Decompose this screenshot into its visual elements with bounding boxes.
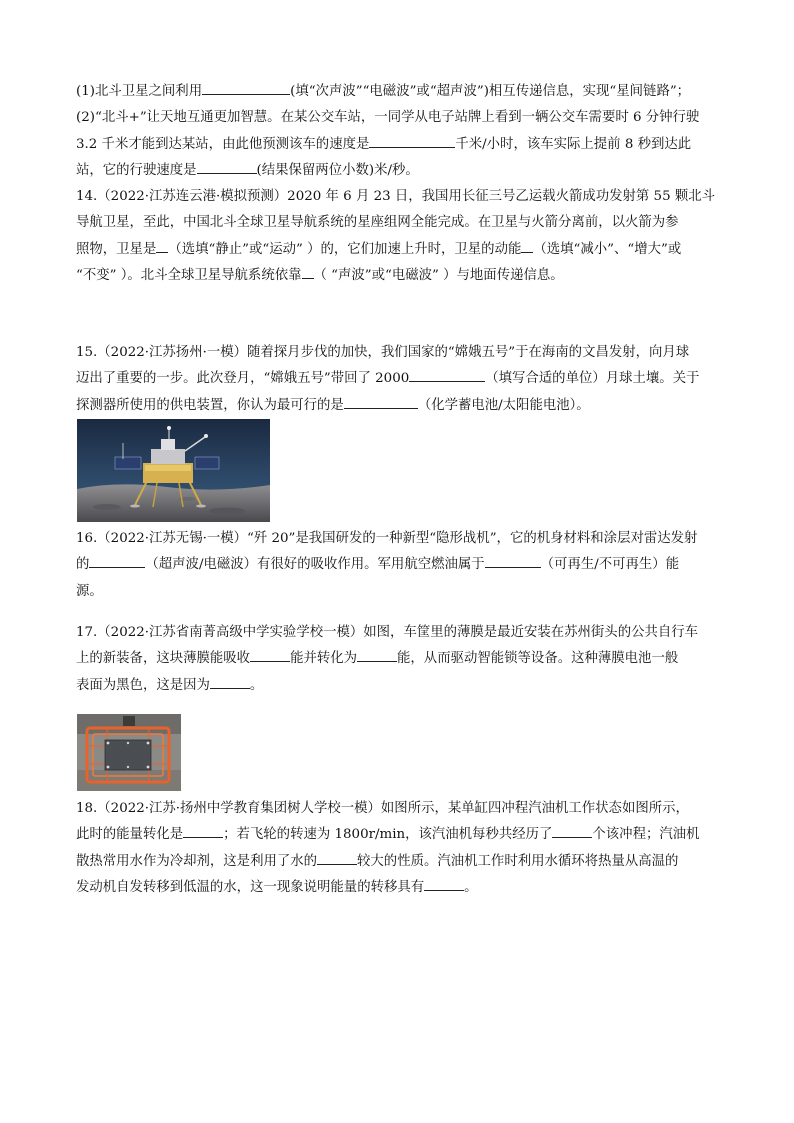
answer-blank[interactable] <box>156 238 168 253</box>
q13-line-1: (1)北斗卫星之间利用 (填“次声波”“电磁波”或“超声波”)相互传递信息，实现“星间链路”； <box>76 79 716 105</box>
bicycle-basket-image <box>77 714 181 791</box>
answer-blank[interactable] <box>250 647 290 662</box>
bicycle-basket-picture <box>77 714 181 791</box>
q14-line-1: 14.（2022·江苏连云港·模拟预测）2020 年 6 月 23 日，我国用长征三号乙运载火箭成功发射第 55 颗北斗 <box>76 189 716 204</box>
q15-line-3: 探测器所使用的供电装置，你认为最可行的是 （化学蓄电池/太阳能电池）。 <box>76 393 716 419</box>
question-15 <box>76 340 716 419</box>
q18-line-1: 18.（2022·江苏·扬州中学教育集团树人学校一模）如图所示，某单缸四冲程汽油机工作状态如图所示， <box>76 801 689 816</box>
answer-blank[interactable] <box>485 553 541 568</box>
q13-line-3: 3.2 千米才能到达某站，由此他预测该车的速度是 千米/小时，该车实际上提前 8 秒到达此 <box>76 132 716 158</box>
q17-line-1: 17.（2022·江苏省南菁高级中学实验学校一模）如图，车筐里的薄膜是最近安装在苏州街头的公共自行车 <box>76 625 699 640</box>
q16-line-3: 源。 <box>76 583 103 599</box>
q14-line-4: “不变” ）。北斗全球卫星导航系统依靠 （ “声波”或“电磁波” ）与地面传递信息。 <box>76 263 716 289</box>
answer-blank[interactable] <box>210 674 250 689</box>
lunar-lander-image <box>77 419 270 522</box>
q17-line-2: 上的新装备，这块薄膜能吸收 能并转化为 能，从而驱动智能锁等设备。这种薄膜电池一般 <box>76 646 716 672</box>
answer-blank[interactable] <box>344 394 418 409</box>
question-18 <box>76 796 716 901</box>
q16-line-2: 的 （超声波/电磁波）有很好的吸收作用。军用航空燃油属于 （可再生/不可再生）能 <box>76 552 716 578</box>
answer-blank[interactable] <box>369 133 455 148</box>
answer-blank[interactable] <box>357 647 397 662</box>
q13-line-2: (2)“北斗+”让天地互通更加智慧。在某公交车站，一同学从电子站牌上看到一辆公交车需要时 6 分钟行驶 <box>76 110 700 126</box>
question-14 <box>76 184 716 289</box>
q18-line-3: 散热常用水作为冷却剂，这是利用了水的 较大的性质。汽油机工作时利用水循环将热量从高温的 <box>76 849 716 875</box>
q16-line-1: 16.（2022·江苏无锡·一模）“歼 20”是我国研发的一种新型“隐形战机”，它的机身材料和涂层对雷达发射 <box>76 531 698 546</box>
q14-line-2: 导航卫星，至此，中国北斗全球卫星导航系统的星座组网全能完成。在卫星与火箭分离前，以火箭为参 <box>76 215 679 231</box>
q15-line-1: 15.（2022·江苏扬州·一模）随着探月步伐的加快，我们国家的“嫦娥五号”于在海南的文昌发射，向月球 <box>76 345 690 360</box>
answer-blank[interactable] <box>302 264 314 279</box>
answer-blank[interactable] <box>317 850 357 865</box>
q18-line-2: 此时的能量转化是 ；若飞轮的转速为 1800r/min，该汽油机每秒共经历了 个该冲程；汽油机 <box>76 822 716 848</box>
answer-blank[interactable] <box>183 823 223 838</box>
answer-blank[interactable] <box>424 876 464 891</box>
question-13-parts <box>76 79 716 184</box>
answer-blank[interactable] <box>89 553 145 568</box>
answer-blank[interactable] <box>521 238 533 253</box>
q18-line-4: 发动机自发转移到低温的水，这一现象说明能量的转移具有 。 <box>76 875 716 901</box>
q17-line-3: 表面为黑色，这是因为 。 <box>76 673 716 699</box>
answer-blank[interactable] <box>202 80 290 95</box>
q15-line-2: 迈出了重要的一步。此次登月，“嫦娥五号”带回了 2000 （填写合适的单位）月球土壤。关于 <box>76 366 716 392</box>
lunar-lander-picture <box>77 419 270 522</box>
answer-blank[interactable] <box>552 823 592 838</box>
q14-line-3: 照物，卫星是 （选填“静止”或“运动” ）的，它们加速上升时，卫星的动能 （选填“减小”、“增大”或 <box>76 237 716 263</box>
answer-blank[interactable] <box>197 159 257 174</box>
question-16 <box>76 526 716 605</box>
answer-blank[interactable] <box>409 367 485 382</box>
question-17 <box>76 620 716 699</box>
q13-line-4: 站，它的行驶速度是 (结果保留两位小数)米/秒。 <box>76 158 716 184</box>
